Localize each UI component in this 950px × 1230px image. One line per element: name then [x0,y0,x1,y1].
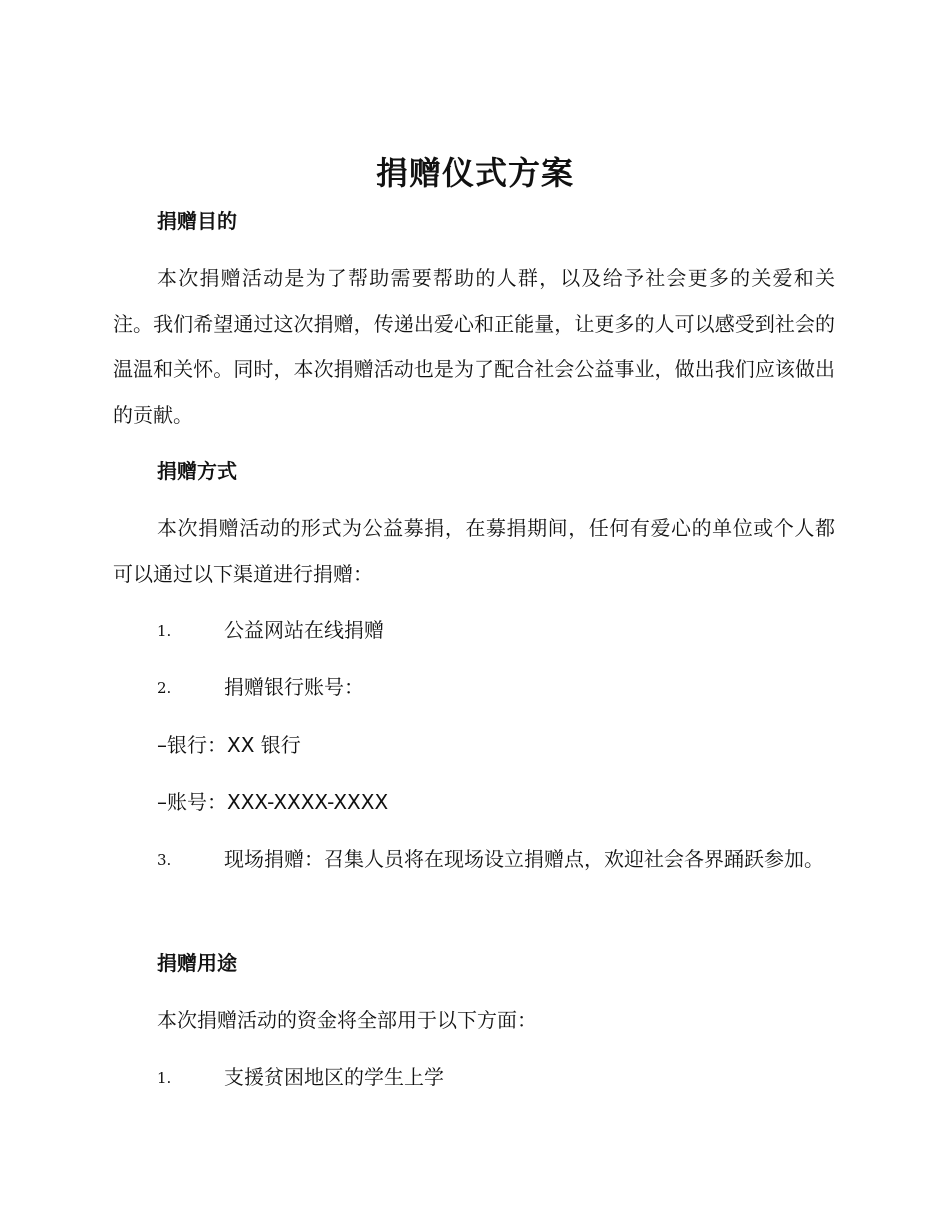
list-item-number: 2. [157,679,172,697]
list-item-number: 1. [157,622,172,640]
document-title: 捐赠仪式方案 [375,154,574,192]
section-heading-method: 捐赠方式 [157,459,237,483]
section-heading-purpose: 捐赠目的 [157,209,237,233]
list-item-online-donation: 公益网站在线捐赠 [224,618,384,642]
account-number-line: –账号：XXX-XXXX-XXXX [157,790,389,814]
list-item-bank-account: 捐赠银行账号： [224,675,364,699]
list-item-number: 3. [157,851,172,869]
list-item-onsite-donation: 现场捐赠：召集人员将在现场设立捐赠点，欢迎社会各界踊跃参加。 [224,847,824,871]
section-paragraph-purpose: 本次捐赠活动是为了帮助需要帮助的人群，以及给予社会更多的关爱和关注。我们希望通过这次捐赠，传递出爱心和正能量，让更多的人可以感受到社会的温温和关怀。同时，本次捐赠活动也是为了配合社会公益事业，做出我们应该做出的贡献。 [113,266,835,427]
list-item-student-support: 支援贫困地区的学生上学 [224,1065,444,1089]
section-heading-usage: 捐赠用途 [157,951,237,975]
bank-name-line: –银行：XX 银行 [157,733,301,757]
section-paragraph-usage: 本次捐赠活动的资金将全部用于以下方面： [157,1008,537,1032]
list-item-number: 1. [157,1069,172,1087]
section-paragraph-method: 本次捐赠活动的形式为公益募捐，在募捐期间，任何有爱心的单位或个人都可以通过以下渠道进行捐赠： [113,516,835,586]
